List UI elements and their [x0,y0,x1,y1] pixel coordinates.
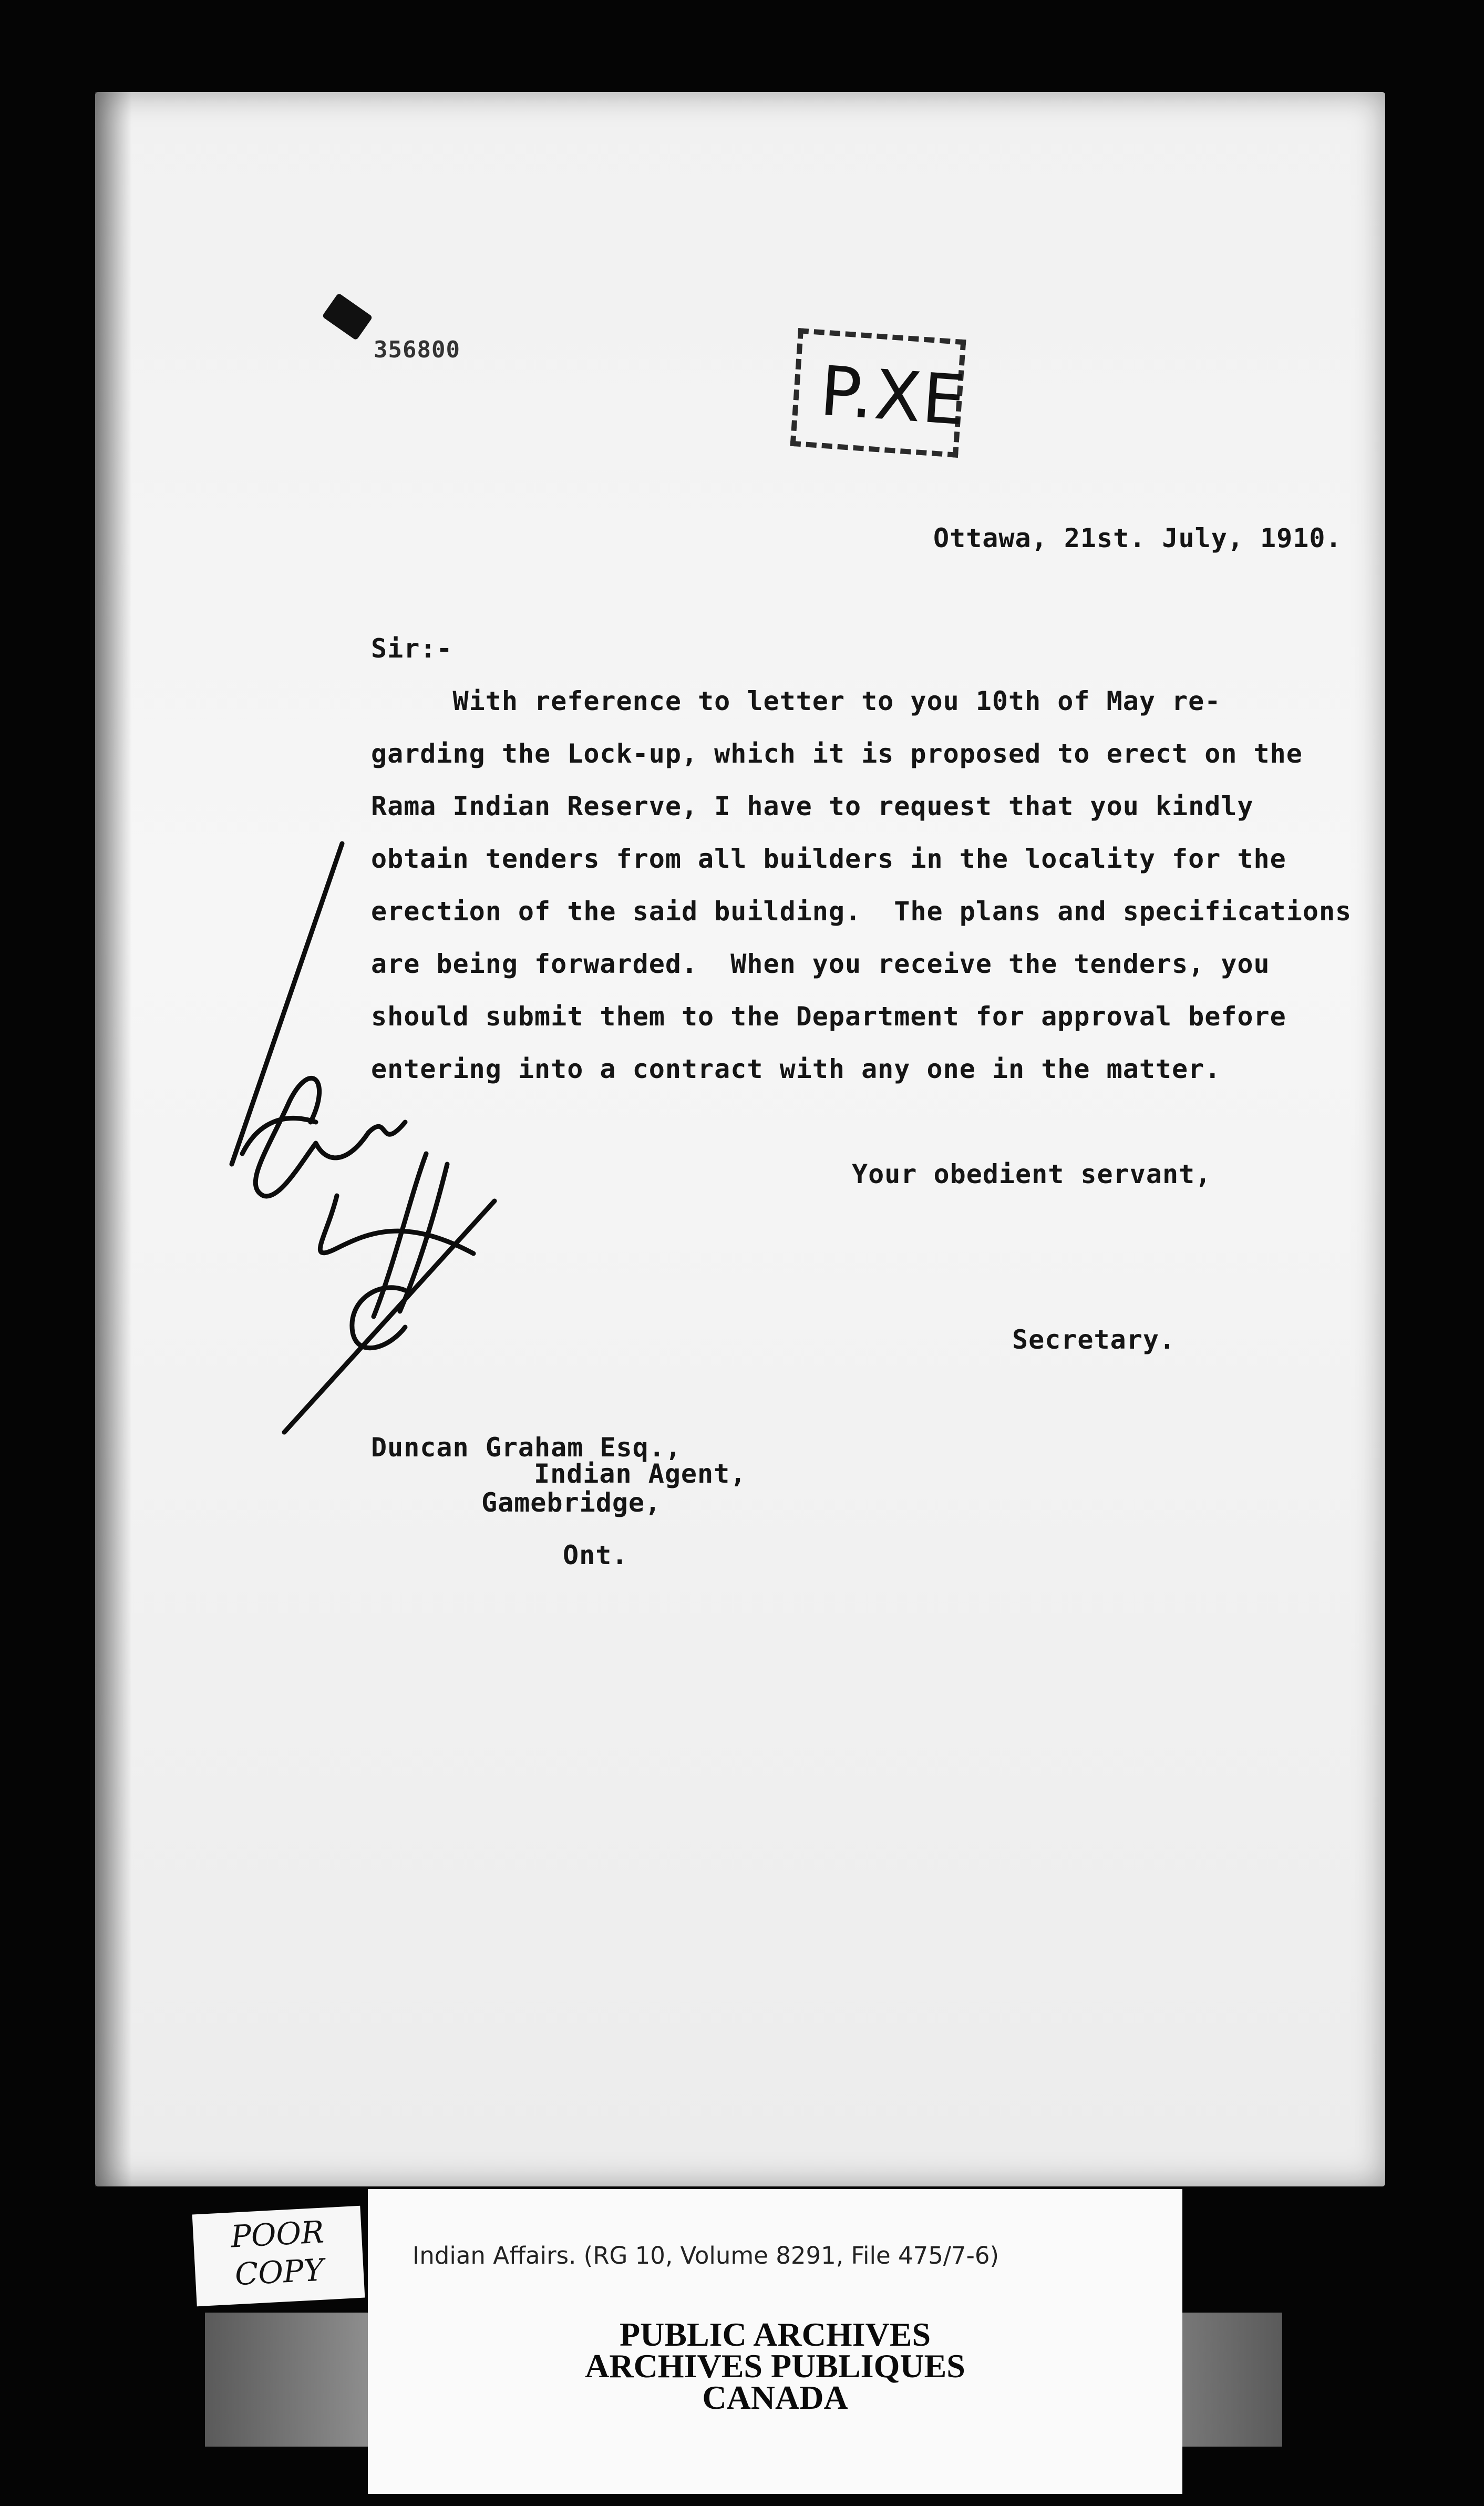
handwritten-initials [179,828,558,1459]
closing: Your obedient servant, [852,1159,1212,1189]
archive-name-en: PUBLIC ARCHIVES [619,2316,931,2353]
addressee-province: Ont. [563,1540,628,1570]
body-line: garding the Lock-up, which it is proposed to erect on the [371,738,1303,769]
poor-copy-line1: POOR [230,2214,325,2255]
poor-copy-line2: COPY [234,2252,325,2293]
body-line: should submit them to the Department for approval before [371,1001,1286,1032]
archive-country: CANADA [702,2379,848,2416]
archive-name-fr: ARCHIVES PUBLIQUES [585,2347,965,2385]
addressee-name: Duncan Graham Esq., [371,1432,682,1463]
addressee-place: Gamebridge, [481,1487,662,1518]
archive-citation: Indian Affairs. (RG 10, Volume 8291, File 475/7-6) [413,2242,999,2269]
poor-copy-label [192,2206,365,2307]
signature-title: Secretary. [1012,1324,1176,1355]
archives-label [368,2189,1182,2494]
file-mark-blot [322,293,373,341]
body-line: Rama Indian Reserve, I have to request that you kindly [371,791,1254,821]
body-line: obtain tenders from all builders in the locality for the [371,844,1286,874]
body-line: are being forwarded. When you receive the tenders, you [371,949,1270,979]
file-number: 356800 [374,336,460,363]
letter-page [95,92,1385,2186]
body-line: erection of the said building. The plans and specifications [371,896,1352,927]
addressee-title: Indian Agent, [534,1459,747,1489]
body-line: With reference to letter to you 10th of May re- [371,686,1221,716]
stamp-text: P.XE [817,351,970,441]
body-line: entering into a contract with any one in the matter. [371,1054,1221,1084]
salutation: Sir:- [371,633,453,664]
registry-stamp [790,328,970,458]
dateline: Ottawa, 21st. July, 1910. [933,523,1342,553]
